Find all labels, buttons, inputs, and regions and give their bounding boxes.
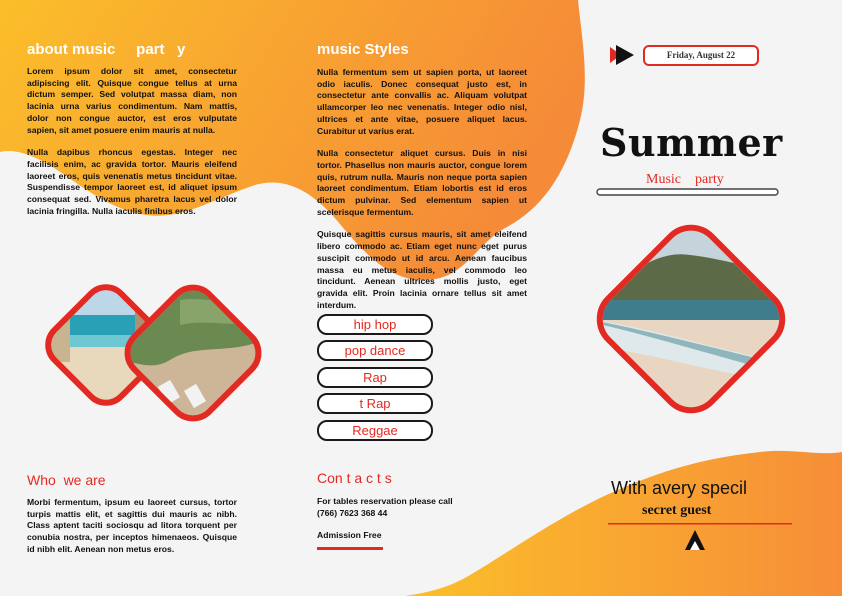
genre-pill-hip-hop[interactable]: hip hop xyxy=(317,314,433,335)
styles-text xyxy=(317,67,527,322)
beach-photo-chairs xyxy=(120,280,280,440)
about-music-heading: about music part y xyxy=(27,41,186,58)
reservation-text: For tables reservation please call xyxy=(317,496,453,506)
summer-title: Summer xyxy=(600,120,783,165)
admission-underline xyxy=(317,547,383,550)
beach-photo-right xyxy=(580,210,810,440)
title-bar xyxy=(597,189,778,195)
secret-guest-text: secret guest xyxy=(642,503,712,518)
genre-pill-rap[interactable]: Rap xyxy=(317,367,433,388)
about-paragraph-1: Lorem ipsum dolor sit amet, consectetur adipiscing elit. Quisque congue tellus at urna dictum semper. Sed volutpat massa diam, non lacinia urna varius condimentum. Nam mattis, dolor non congue auctor, est eros vulputate sapien, sit amet posuere enim mauris at nulla. xyxy=(27,66,237,135)
about-paragraph-2: Nulla dapibus rhoncus egestas. Integer nec facilisis enim, ac gravida tortor. Mauris eleifend laoreet eros, quis venenatis metus tincidunt vitae. Suspendisse tempor laoreet est, id aliquet ipsum consequat sed. Vivamus pharetra lacus vel dolor lacinia fringilla. Nulla iaculis finibus eros. xyxy=(27,147,237,216)
guest-underline xyxy=(608,523,792,525)
phone-number[interactable]: (766) 7623 368 44 xyxy=(317,508,388,518)
about-text xyxy=(27,66,237,228)
styles-paragraph-3: Quisque sagittis cursus mauris, sit amet eleifend libero commodo ac. Etiam eget nunc eget purus suscipit commodo ut id arcu. Aenean faucibus massa eu metus iaculis, vel commodo leo tincidunt. Aenean ultrices mollis justo, eget gravida elit. Proin lacinia ornare tellus sit amet interdum. xyxy=(317,229,527,310)
genre-pill-pop-dance[interactable]: pop dance xyxy=(317,340,433,361)
who-we-are-heading: Who we are xyxy=(27,472,106,488)
play-arrow-icon xyxy=(610,45,634,65)
music-party-subtitle: Music party xyxy=(646,172,724,187)
styles-paragraph-2: Nulla consectetur aliquet cursus. Duis in nisi tortor. Phasellus non mauris auctor, congue lorem quis, rutrum nulla. Mauris non neque porta sapien laoreet condimentum. Etiam lobortis est id eros dictum pulvinar. Sed elementum sapien ut scelerisque fermentum. xyxy=(317,148,527,217)
contacts-heading: Con t a c t s xyxy=(317,470,392,486)
styles-paragraph-1: Nulla fermentum sem ut sapien porta, ut laoreet odio iaculis. Donec consequat justo est, in consectetur ante convallis ac. Aliquam volutpat ullamcorper leo nec venenatis. Integer odio nisl, ultrices et ante vitae, posuere aliquet lacus. Curabitur ut varius erat. xyxy=(317,67,527,136)
genre-pill-reggae[interactable]: Reggae xyxy=(317,420,433,441)
special-tagline: With avery specil xyxy=(611,478,748,498)
genre-pill-trap[interactable]: t Rap xyxy=(317,393,433,414)
music-styles-heading: music Styles xyxy=(317,41,409,58)
date-badge: Friday, August 22 xyxy=(643,45,759,66)
who-we-are-text: Morbi fermentum, ipsum eu laoreet cursus, tortor turpis mattis elit, et sagittis dui mauris ac nibh. Class aptent taciti sociosqu ad litora torquent per conubia nostra, per inceptos himenaeos. Quisque id nibh elit. Aenean non metus eros. xyxy=(27,497,237,554)
admission-text: Admission Free xyxy=(317,530,382,540)
